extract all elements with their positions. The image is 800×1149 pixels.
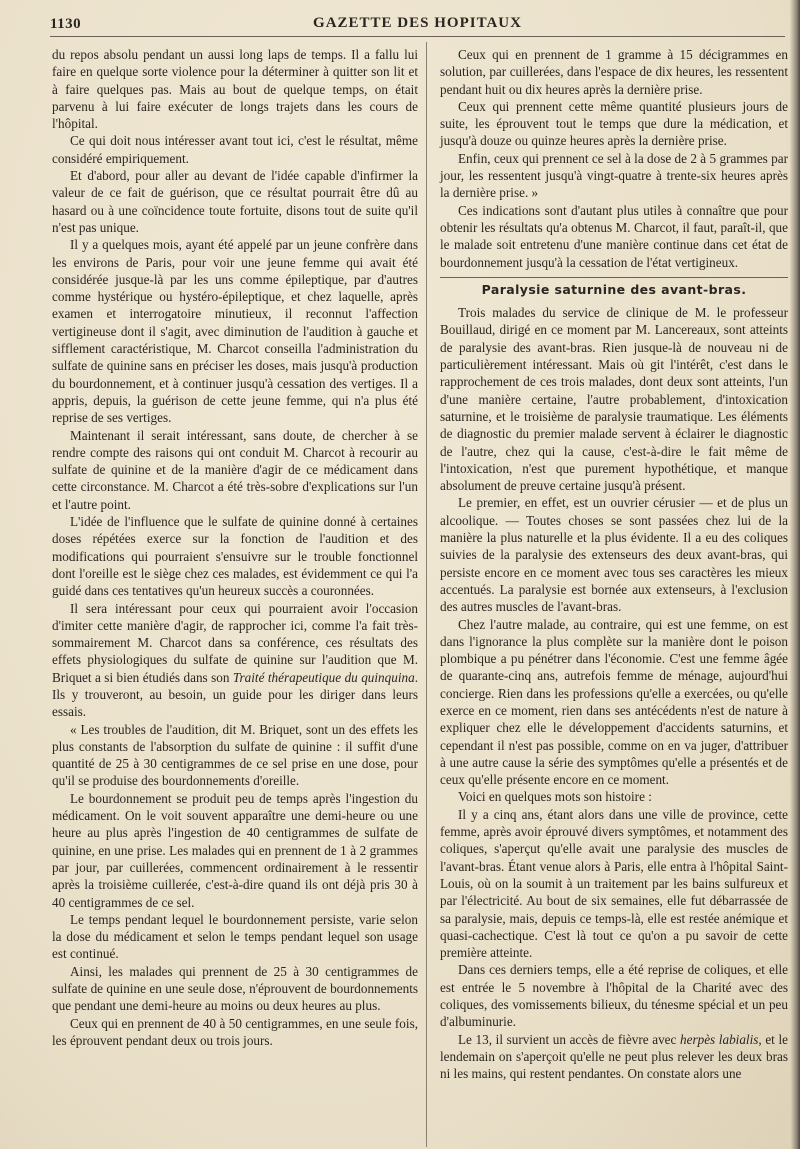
book-title: Traité thérapeutique du quinquina [232, 669, 415, 685]
paragraph: du repos absolu pendant un aussi long laps de temps. Il a fallu lui faire en quelque sorte violence pour la déterminer à quitter son lit et à faire quelques pas. Mais au bout de quelque temps, on était parvenu à lui faire exécuter de longs trajets dans les cours de l'hôpital. [52, 47, 418, 132]
right-column [440, 46, 788, 1083]
paragraph: Ainsi, les malades qui prennent de 25 à 30 centigrammes de sulfate de quinine en une seule dose, n'éprouvent de bourdonnements que pendant une demi-heure au moins ou deux heures au plus. [52, 963, 418, 1014]
journal-title: GAZETTE DES HOPITAUX [313, 15, 522, 31]
paragraph: Il y a quelques mois, ayant été appelé par un jeune confrère dans les environs de Paris, pour voir une jeune femme qui avait été considérée jusque-là par les uns comme épileptique, par d'autres comme hystérique ou hystéro-épileptique, et chez laquelle, après examen et interrogatoire minutieux, il reconnut l'affection vertigineuse dont il s'agit, avec diminution de l'audition à gauche et sifflement caractéristique, M. Charcot conseilla l'administration du sulfate de quinine sans en préciser les doses, mais jusqu'à production du bourdonnement, et à continuer jusqu'à cessation des vertiges. Il a appris, depuis, la guérison de cette jeune femme, qui n'a plus été reprise de ses vertiges. [52, 237, 418, 426]
page-binding-edge [790, 0, 800, 1149]
paragraph: Chez l'autre malade, au contraire, qui est une femme, on est dans l'ignorance la plus complète sur la manière dont le poison plombique a pu pénétrer dans l'économie. C'est une femme âgée de quarante-cinq ans, autrefois femme de ménage, aujourd'hui concierge. Rien dans les professions qu'elle a exercées, ou qu'elle exerce en ce moment, rien dans ses antécédents n'est de nature à expliquer chez elle le développement d'accidents saturnins, et cependant il n'est pas possible, comme on en va juger, d'attribuer à une autre cause la série des symptômes qu'elle a présentés et de ceux qu'elle présente encore en ce moment. [440, 616, 788, 788]
paragraph: Voici en quelques mots son histoire : [458, 789, 652, 805]
paragraph [52, 600, 418, 721]
paragraph: Ce qui doit nous intéresser avant tout ici, c'est le résultat, même considéré empiriquement. [52, 133, 418, 166]
left-column [52, 46, 418, 1049]
paragraph: Enfin, ceux qui prennent ce sel à la dose de 2 à 5 grammes par jour, les ressentent jusqu'à vingt-quatre à trente-six heures après la dernière prise. » [440, 150, 788, 201]
paragraph [440, 1031, 788, 1083]
section-heading: Paralysie saturnine des avant-bras. [440, 277, 788, 298]
paragraph: Le temps pendant lequel le bourdonnement persiste, varie selon la dose du médicament et selon le temps pendant lequel son usage est continué. [52, 911, 418, 962]
italic-term: herpès labialis [680, 1031, 759, 1047]
paragraph-text: . Ils y trouveront, au besoin, un guide pour les diriger dans leurs essais. [52, 669, 418, 720]
paragraph: Trois malades du service de clinique de M. le professeur Bouillaud, dirigé en ce moment par M. Lancereaux, sont atteints de paralysie des avant-bras. Rien jusque-là de nouveau ni de particulièrement intéressant. Mais où git l'intérêt, c'est dans le rapprochement de ces trois malades, dont deux sont atteints, l'un d'une manière certaine, l'autre probablement, d'intoxication saturnine, et le troisième de paralysie traumatique. Les éléments de diagnostic du premier malade servent à éclairer le diagnostic de l'autre, chez qui la cause, c'est-à-dire le fait même de l'intoxication, n'est que purement hypothétique, et manque absolument de preuve certaine jusqu'à présent. [440, 305, 788, 494]
column-divider [426, 42, 427, 1147]
paragraph: L'idée de l'influence que le sulfate de quinine donné à certaines doses répétées exerce sur la fonction de l'audition et des modifications qui pourraient s'ensuivre sur le trouble fonctionnel dont l'oreille est le siège chez ces malades, est évidemment ce qui l'a guidé dans ces tentatives qu'un heureux succès a couronnées. [52, 514, 418, 599]
paragraph-text: Il sera intéressant pour ceux qui pourraient avoir l'occasion d'imiter cette manière d'agir, de rapprocher ici, comme l'a fait très-sommairement M. Charcot dans sa conférence, ces résultats des effets physiologiques du sulfate de quinine sur l'audition que M. Briquet a si bien étudiés dans son [52, 600, 418, 685]
paragraph: Le premier, en effet, est un ouvrier cérusier — et de plus un alcoolique. — Toutes choses se sont passées chez lui de la manière la plus naturelle et la plus évidente. Il a eu des coliques suivies de la paralysie des extenseurs des deux avant-bras, qui persiste encore en ce moment avec tous ses caractères les mieux accentués. La paralysie est bornée aux extenseurs, à l'exclusion des autres muscles de l'avant-bras. [440, 495, 788, 615]
paragraph: Dans ces derniers temps, elle a été reprise de coliques, et elle est entrée le 5 novembre à l'hôpital de la Charité avec des coliques, des vomissements bilieux, du ténesme spécial et un peu d'albuminurie. [440, 962, 788, 1030]
paragraph: Ces indications sont d'autant plus utiles à connaître que pour obtenir les résultats qu'a obtenus M. Charcot, il faut, paraît-il, que le malade soit entretenu d'une manière continue dans cet état de bourdonnement jusqu'à la cessation de l'état vertigineux. [440, 202, 788, 270]
paragraph: Le bourdonnement se produit peu de temps après l'ingestion du médicament. On le voit souvent apparaître une demi-heure ou une heure au plus après l'ingestion de 40 centigrammes de sulfate de quinine, en une prise. Les malades qui en prennent de 1 à 2 grammes par jour, par cuillerées, commencent ordinairement à le ressentir après la troisième cuillerée, c'est-à-dire quand ils ont déjà pris 30 à 40 centigrammes de ce sel. [52, 790, 418, 910]
paragraph: Ceux qui prennent cette même quantité plusieurs jours de suite, les éprouvent tout le temps que dure la médication, et jusqu'à douze ou quinze heures après la dernière prise. [440, 98, 788, 149]
paragraph: Maintenant il serait intéressant, sans doute, de chercher à se rendre compte des raisons qui ont conduit M. Charcot à recourir au sulfate de quinine et de la manière d'agir de ce médicament dans cette circonstance. M. Charcot a été très-sobre d'explications sur l'un et l'autre point. [52, 427, 418, 512]
paragraph: Ceux qui en prennent de 40 à 50 centigrammes, en une seule fois, les éprouvent pendant deux ou trois jours. [52, 1015, 418, 1048]
quote-paragraph: « Les troubles de l'audition, dit M. Briquet, sont un des effets les plus constants de l'absorption du sulfate de quinine : il suffit d'une quantité de 25 à 30 centigrammes de ce sel prise en une dose, pour qu'il se produise des bourdonnements d'oreille. [52, 721, 418, 789]
page-number: 1130 [50, 16, 82, 32]
paragraph: Il y a cinq ans, étant alors dans une ville de province, cette femme, après avoir éprouvé divers symptômes, et notamment des coliques, s'aperçut qu'elle avait une paralysie des muscles de l'avant-bras. Étant venue alors à Paris, elle entra à l'hôpital Saint-Louis, où on la soumit à un traitement par les bains sulfureux et par l'électricité. Au bout de six semaines, elle fut débarrassée de sa paralysie, mais, depuis ce temps-là, elle est restée anémique et quasi-cachectique. C'est là tout ce qu'on a pu savoir de cette première atteinte. [440, 806, 788, 961]
page-header [50, 14, 785, 37]
paragraph: Et d'abord, pour aller au devant de l'idée capable d'infirmer la valeur de ce fait de guérison, que ce résultat pourrait être dû au hasard ou à une coïncidence toute fortuite, disons tout de suite qu'il n'est pas unique. [52, 168, 418, 235]
paragraph-text: Le 13, il survient un accès de fièvre avec [458, 1031, 681, 1047]
paragraph: Ceux qui en prennent de 1 gramme à 15 décigrammes en solution, par cuillerées, dans l'espace de dix heures, les ressentent pendant huit ou dix heures après la dernière prise. [440, 47, 788, 97]
paragraph-text: , et le lendemain on s'aperçoit qu'elle ne peut plus relever les deux bras ni les mains, qui restent pendantes. On constate alors une [440, 1031, 788, 1082]
